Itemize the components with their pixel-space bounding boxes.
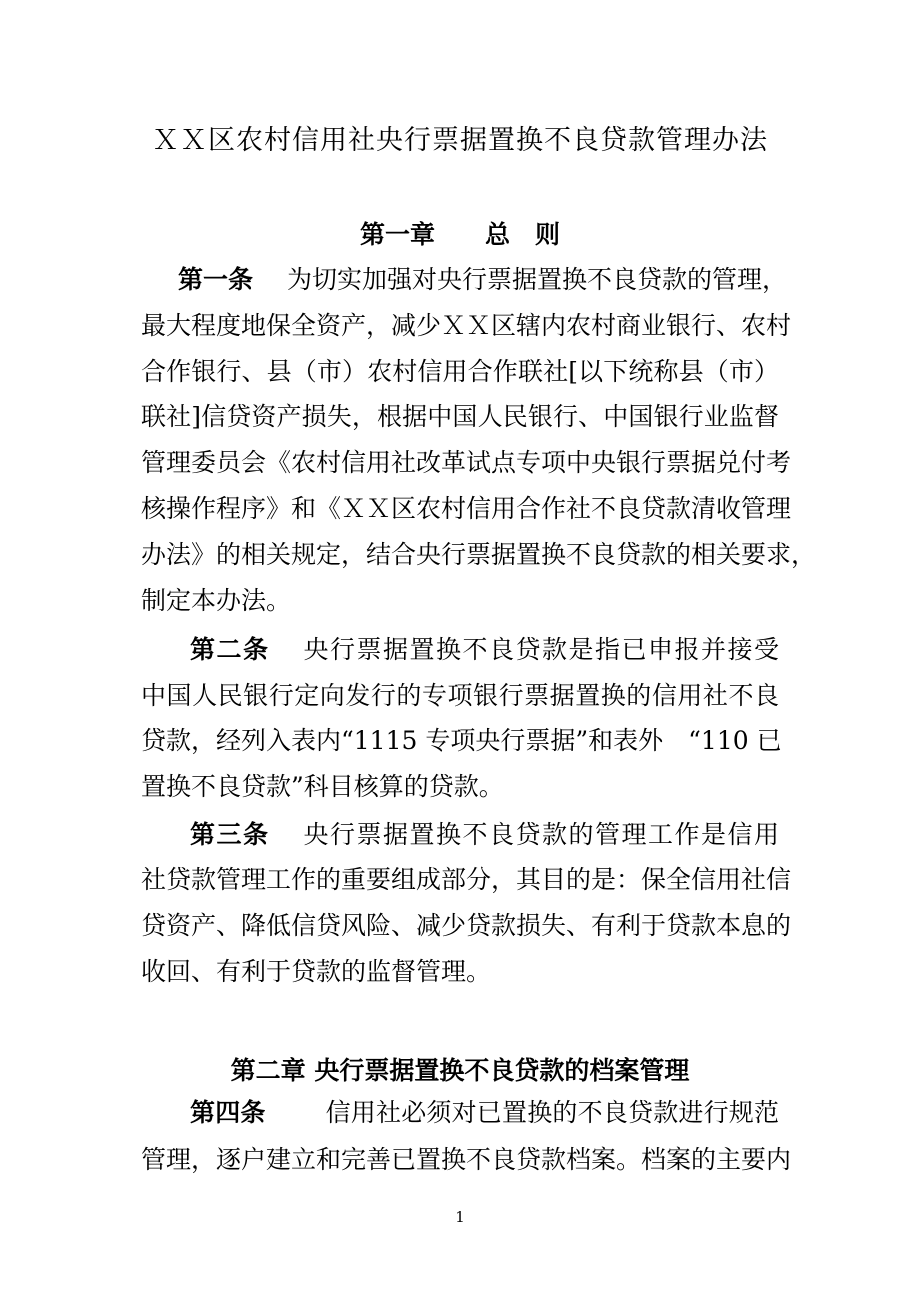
article-label: 第四条 — [190, 1098, 266, 1127]
article-line: 社贷款管理工作的重要组成部分，其目的是：保全信用社信 — [141, 865, 792, 894]
article-line: 核操作程序》和《ＸＸ区农村信用合作社不良贷款清收管理 — [141, 494, 792, 523]
article-line: 第一条 为切实加强对央行票据置换不良贷款的管理， — [178, 265, 788, 294]
article-line: 第四条 信用社必须对已置换的不良贷款进行规范 — [190, 1098, 779, 1127]
article-line: 联社]信贷资产损失，根据中国人民银行、中国银行业监督 — [141, 402, 779, 431]
page-number: 1 — [455, 1208, 465, 1226]
article-label: 第二条 — [190, 635, 270, 664]
chapter-heading: 第二章 央行票据置换不良贷款的档案管理 — [230, 1056, 690, 1085]
article-label: 第三条 — [190, 820, 270, 849]
article-line: 制定本办法。 — [141, 586, 292, 615]
document-title: ＸＸ区农村信用社央行票据置换不良贷款管理办法 — [152, 125, 768, 156]
article-line: 收回、有利于贷款的监督管理。 — [141, 957, 492, 986]
article-line: 合作银行、县（市）农村信用合作联社[以下统称县（市） — [141, 357, 779, 386]
chapter-heading: 第一章 总 则 — [359, 220, 560, 249]
article-line: 贷款，经列入表内“1115 专项央行票据”和表外 “110 已 — [141, 726, 782, 755]
article-label: 第一条 — [178, 265, 254, 294]
article-line: 置换不良贷款”科目核算的贷款。 — [141, 772, 504, 801]
article-line: 第三条 央行票据置换不良贷款的管理工作是信用 — [190, 820, 779, 849]
article-line: 最大程度地保全资产，减少ＸＸ区辖内农村商业银行、农村 — [141, 311, 792, 340]
article-line: 第二条 央行票据置换不良贷款是指已申报并接受 — [190, 635, 779, 664]
article-line: 贷资产、降低信贷风险、减少贷款损失、有利于贷款本息的 — [141, 911, 792, 940]
article-line: 管理，逐户建立和完善已置换不良贷款档案。档案的主要内 — [141, 1145, 792, 1174]
article-line: 办法》的相关规定，结合央行票据置换不良贷款的相关要求， — [141, 540, 817, 569]
article-line: 中国人民银行定向发行的专项银行票据置换的信用社不良 — [141, 681, 779, 710]
article-line: 管理委员会《农村信用社改革试点专项中央银行票据兑付考 — [141, 448, 792, 477]
